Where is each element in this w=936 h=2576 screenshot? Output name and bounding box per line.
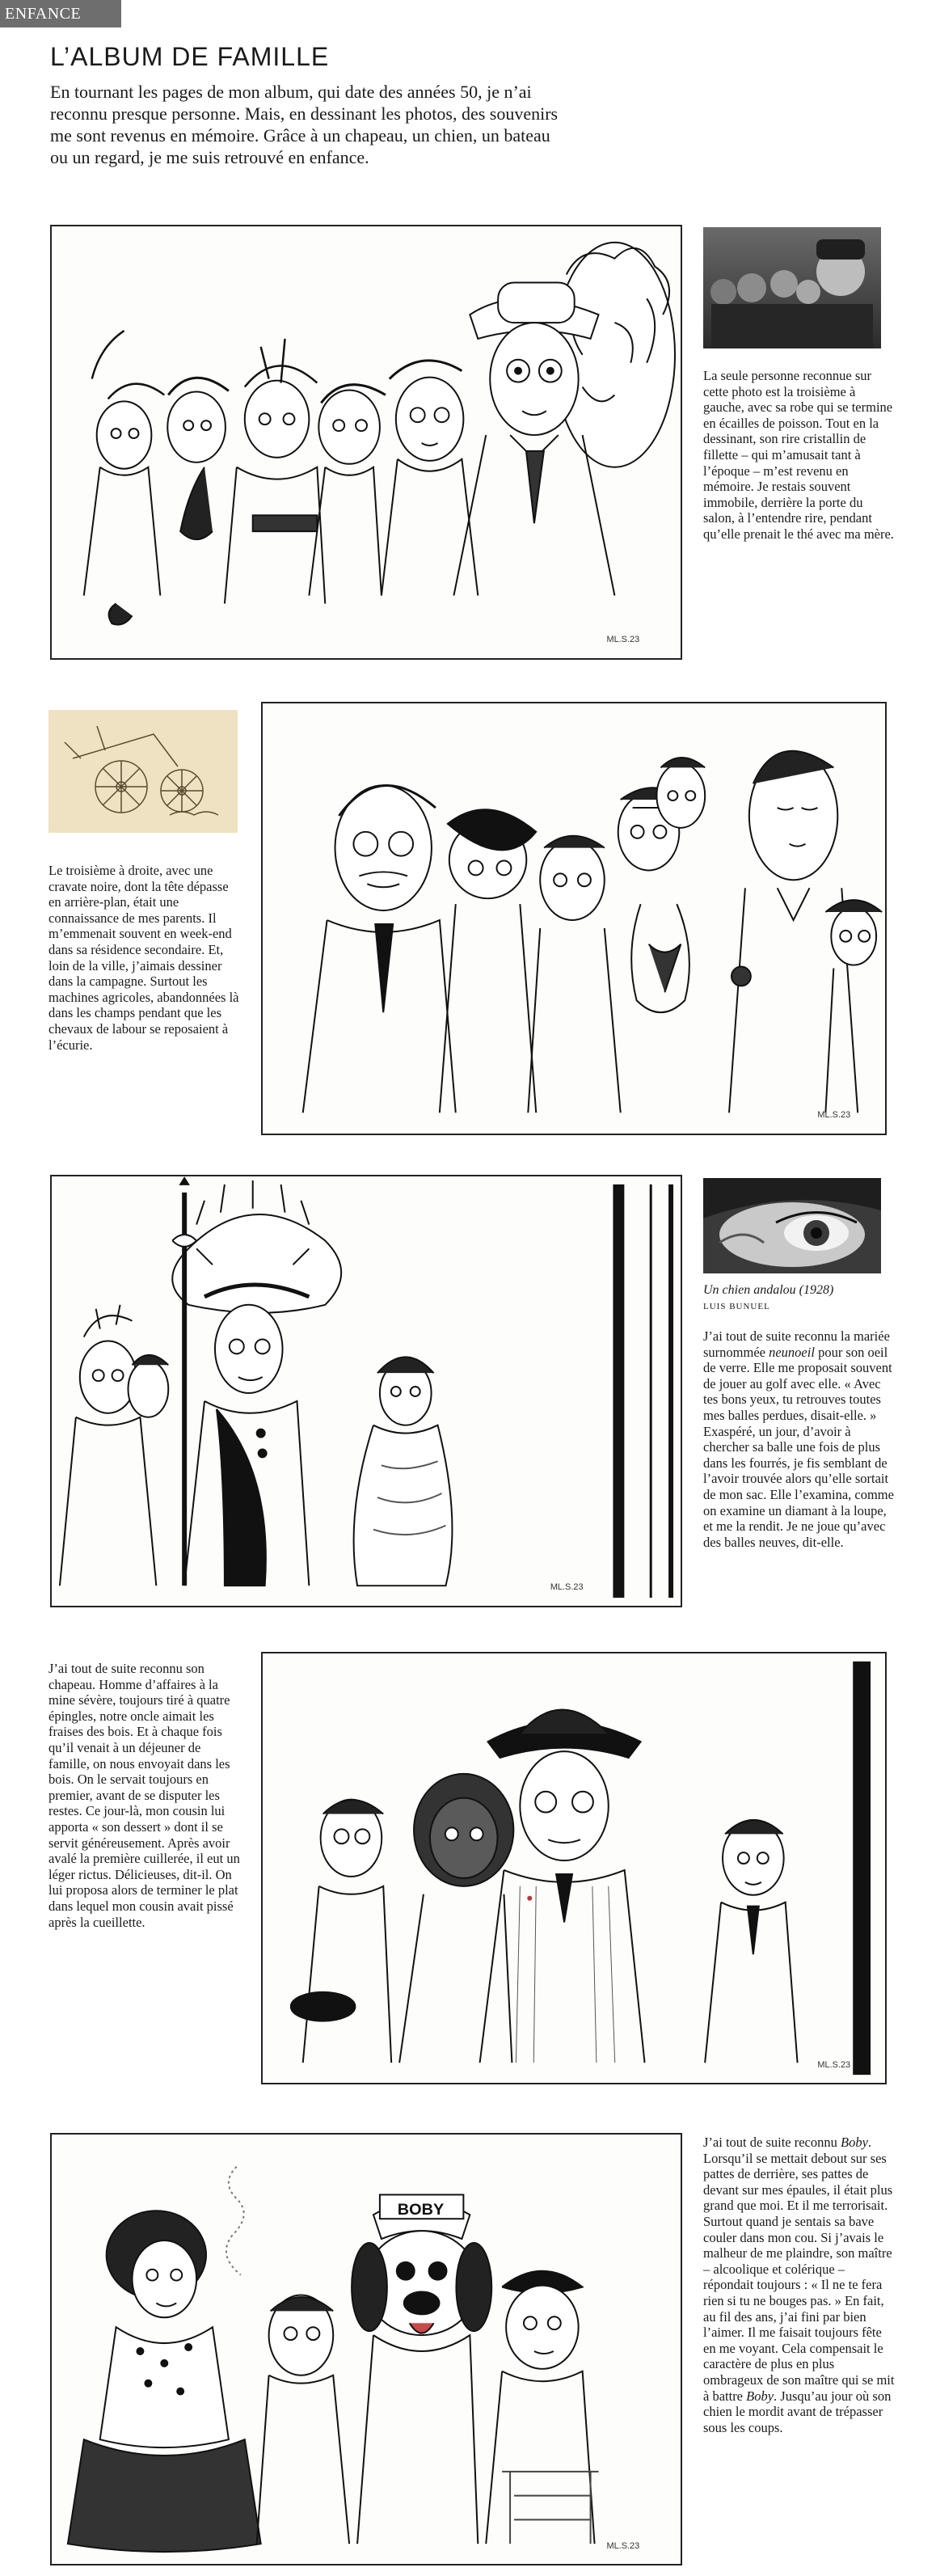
intro-paragraph: En tournant les pages de mon album, qui date des années 50, je n’ai reconnu presque personne. Mais, en dessinant les photos, des souvenirs me sont revenus en mémoire. Grâce à un chapeau, un chien, un bateau ou un regard, je me suis retrouvé en enfance. bbox=[50, 82, 559, 167]
section-label: ENFANCE bbox=[0, 0, 121, 27]
film-title: Un chien andalou (1928) bbox=[703, 1283, 834, 1297]
drawing-crowd-with-hats bbox=[50, 225, 682, 660]
caption-panel-1: La seule personne reconnue sur cette photo est la troisième à gauche, avec sa robe qui se termine en écailles de poisson. Tout en la dessinant, son rire cristallin de fillette – qui m’amusait tant à l’époque – m’est revenu en mémoire. Je restais souvent immobile, derrière la porte du salon, à l’entendre rire, pendant qu’elle prenait le thé avec ma mère. bbox=[703, 368, 894, 542]
drawing-group-of-men bbox=[261, 702, 887, 1135]
film-director: LUIS BUNUEL bbox=[703, 1302, 770, 1311]
signature: ML.S.23 bbox=[817, 1110, 851, 1121]
boby-hat-text: BOBY bbox=[397, 2201, 445, 2219]
caption-panel-5: J’ai tout de suite reconnu Boby. Lorsqu’il se mettait debout sur ses pattes de derrière, ses pattes de devant sur mes épaules, il était plus grand que moi. Et il me terrorisait. Surtout quand je sentais sa bave couler dans mon cou. Si j’avais le malheur de me plaindre, son maître – alcoolique et colérique – répondait toujours : « Il ne te fera rien si tu ne bouges pas. » En fait, au fil des ans, j’ai fini par bien l’aimer. Il me faisait toujours fête en me voyant. Cela compensait le caractère de plus en plus ombrageux de son maître qui se mit à battre Boby. Jusqu’au jour où son chien le mordit avant de trépasser sous les coups. bbox=[703, 2135, 895, 2435]
drawing-boby-the-dog bbox=[50, 2133, 682, 2565]
signature: ML.S.23 bbox=[606, 635, 640, 645]
sketch-agricultural-machine bbox=[48, 710, 238, 833]
signature: ML.S.23 bbox=[817, 2060, 851, 2071]
caption-panel-3: J’ai tout de suite reconnu la mariée surnommée neunoeil pour son oeil de verre. Elle me proposait souvent de jouer au golf avec elle. « Avec tes bons yeux, tu retrouves toutes mes balles perdues, disait-elle. » Exaspéré, un jour, d’avoir à chercher sa balle une fois de plus dans les fourrés, je fis semblant de l’avoir trouvée alors qu’elle sortait de mon sac. Elle l’examina, comme on examine un diamant à la loupe, et me la rendit. Je ne joue qu’avec des balles neuves, dit-elle. bbox=[703, 1328, 894, 1550]
drawing-uncle-with-hat bbox=[261, 1652, 887, 2084]
film-still-eye bbox=[703, 1178, 881, 1273]
page-title: L’ALBUM DE FAMILLE bbox=[50, 42, 330, 71]
drawing-bride-and-guard bbox=[50, 1175, 682, 1607]
signature: ML.S.23 bbox=[550, 1582, 584, 1593]
caption-panel-2: Le troisième à droite, avec une cravate noire, dont la tête dépasse en arrière-plan, était une connaissance de mes parents. Il m’emmenait souvent en week-end dans sa résidence secondaire. Et, loin de la ville, j’aimais dessiner dans la campagne. Surtout les machines agricoles, abandonnées là dans les champs pendant que les chevaux de labour se reposaient à l’écurie. bbox=[48, 863, 239, 1053]
photo-crowd bbox=[703, 227, 881, 348]
signature: ML.S.23 bbox=[606, 2541, 640, 2552]
caption-panel-4: J’ai tout de suite reconnu son chapeau. Homme d’affaires à la mine sévère, toujours tiré à quatre épingles, notre oncle aimait les fraises des bois. Et à chaque fois qu’il venait à un déjeuner de famille, on nous envoyait dans les bois. On le servait toujours en premier, avant de se disputer les restes. Ce jour-là, mon cousin lui apporta « son dessert » dont il se servit généreusement. Après avoir avalé la première cuillerée, il eut un léger rictus. Délicieuses, dit-il. On lui proposa alors de terminer le plat dans lequel mon cousin avait pissé après la cueillette. bbox=[48, 1661, 240, 1930]
